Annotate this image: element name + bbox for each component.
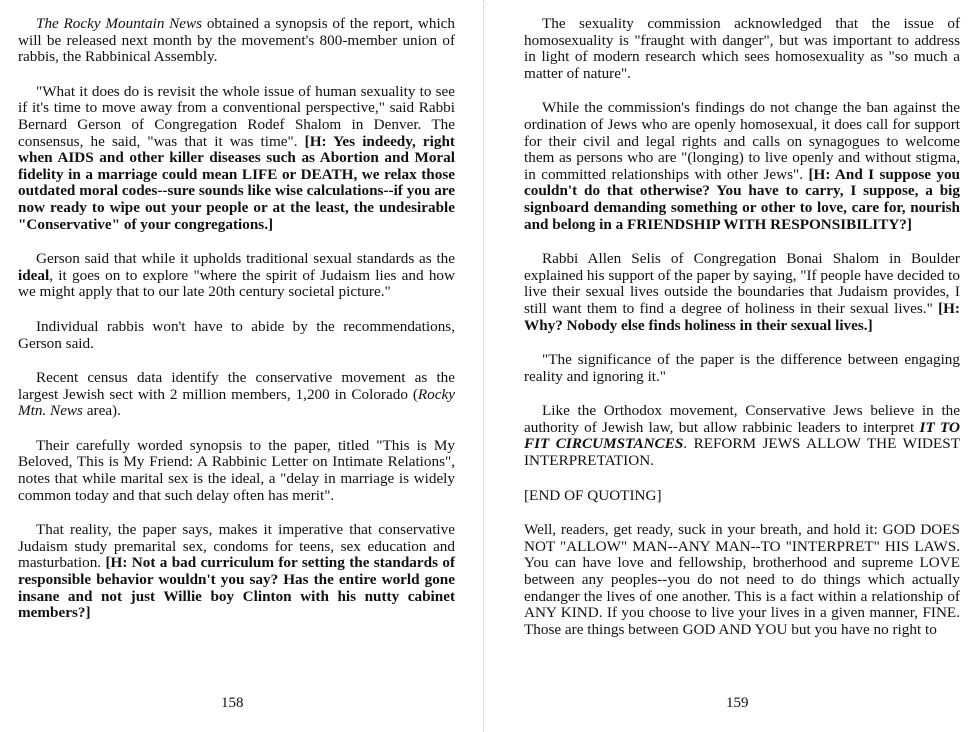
right-paragraph-7: Well, readers, get ready, suck in your breath, and hold it: GOD DOES NOT "ALLOW" MAN--ANY MAN--TO "INTERPRET" HIS LAWS. You can have love and fellowship, brotherhood and supreme LOVE between any peoples--you do not need to do things which actually endanger the lives of one another. This is a fact within a relationship of ANY KIND. If you choose to live your lives in a given manner, FINE. Those are things between GOD AND YOU but you have no right to xyxy=(524,521,960,638)
right-page xyxy=(490,0,976,732)
left-paragraph-7: That reality, the paper says, makes it imperative that conservative Judaism study premarital sex, condoms for teens, sex education and masturbation. [H: Not a bad curriculum for setting the standards of responsible behavior wouldn't you say? Has the entire world gone insane and not just Willie boy Clinton with his nutty cabinet members?] xyxy=(18,521,455,622)
left-page xyxy=(0,0,483,732)
left-paragraph-1: The Rocky Mountain News obtained a synopsis of the report, which will be released next month by the movement's 800-member union of rabbis, the Rabbinical Assembly. xyxy=(18,15,455,66)
left-paragraph-2: "What it does do is revisit the whole issue of human sexuality to see if it's time to move away from a conventional perspective," said Rabbi Bernard Gerson of Congregation Rodef Shalom in Denver. The consensus, he said, "was that it was time". [H: Yes indeedy, right when AIDS and other killer diseases such as Abortion and Moral fidelity in a marriage could mean LIFE or DEATH, we relax those outdated moral codes--sure sounds like wise calculations--if you are now ready to wipe out your people or at the least, the undesirable "Conservative" of your congregations.] xyxy=(18,82,455,233)
right-paragraph-1: The sexuality commission acknowledged that the issue of homosexuality is "fraught with danger", but was important to address in light of modern research which sees homosexuality as "so much a matter of nature". xyxy=(524,15,960,82)
left-paragraph-6: Their carefully worded synopsis to the paper, titled "This is My Beloved, This is My Friend: A Rabbinic Letter on Intimate Relations", notes that while marital sex is the ideal, a "delay in marriage is widely common today and that such delay often has merit". xyxy=(18,436,455,504)
left-paragraph-4: Individual rabbis won't have to abide by the recommendations, Gerson said. xyxy=(18,317,455,352)
left-paragraph-3: Gerson said that while it upholds traditional sexual standards as the ideal, it goes on to explore "where the spirit of Judaism lies and how we might apply that to our late 20th century societal picture." xyxy=(18,250,455,301)
right-paragraph-2: While the commission's findings do not change the ban against the ordination of Jews who are openly homosexual, it does call for support for their civil and legal rights and calls on synagogues to welcome them as persons who are "(longing) to live openly and without stigma, in committed relationships with other Jews". [H: And I suppose you couldn't do that otherwise? You have to carry, I suppose, a big signboard demanding something or other to love, care for, nourish and belong in a FRIENDSHIP WITH RESPONSIBILITY?] xyxy=(524,99,960,233)
page-number-left: 158 xyxy=(221,695,244,711)
right-paragraph-6: [END OF QUOTING] xyxy=(524,486,662,504)
right-paragraph-3: Rabbi Allen Selis of Congregation Bonai Shalom in Boulder explained his support of the paper by saying, "If people have decided to live their sexual lives outside the boundaries that Judaism provides, I still want them to find a degree of holiness in their sexual lives." [H: Why? Nobody else finds holiness in their sexual lives.] xyxy=(524,250,960,334)
right-paragraph-5: Like the Orthodox movement, Conservative Jews believe in the authority of Jewish law, but allow rabbinic leaders to interpret IT TO FIT CIRCUMSTANCES. REFORM JEWS ALLOW THE WIDEST INTERPRETATION. xyxy=(524,402,960,470)
right-paragraph-4: "The significance of the paper is the difference between engaging reality and ignoring it." xyxy=(524,351,960,385)
page-number-right: 159 xyxy=(726,695,749,711)
left-paragraph-5: Recent census data identify the conservative movement as the largest Jewish sect with 2 million members, 1,200 in Colorado (Rocky Mtn. News area). xyxy=(18,369,455,420)
